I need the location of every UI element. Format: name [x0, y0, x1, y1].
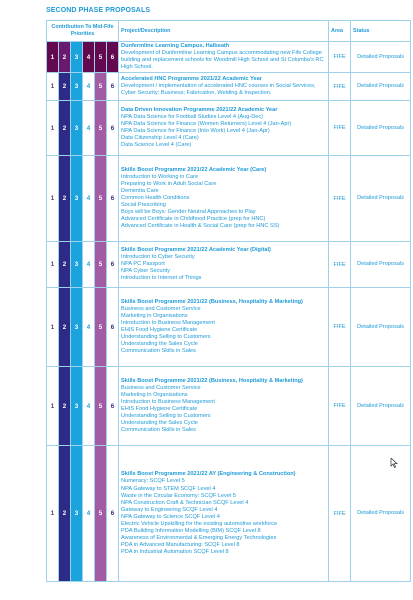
status-cell: Detailed Proposals: [351, 242, 411, 288]
status-cell: Detailed Proposals: [351, 367, 411, 446]
project-line: Numeracy: SCQF Level 5: [121, 478, 185, 485]
project-line: EHIS Food Hygiene Certificate: [121, 327, 198, 334]
area-cell: FIFE: [329, 101, 351, 156]
project-line: Introduction to Internet of Things: [121, 275, 202, 282]
priority-cell-6: 6: [107, 288, 119, 367]
area-cell: FIFE: [329, 367, 351, 446]
project-line: Data Science Level 4 (Care): [121, 142, 192, 149]
priority-cell-5: 5: [95, 73, 107, 101]
project-line: Introduction to Cyber Security: [121, 254, 195, 261]
area-cell: FIFE: [329, 288, 351, 367]
project-line: Understanding Selling to Customers: [121, 413, 211, 420]
project-line: Advanced Certificate in Health & Social Care (prep for HNC SS): [121, 223, 280, 230]
project-line: NPA Data Science for Football Studies Level 4 (Aug-Dec): [121, 114, 264, 121]
priority-cell-3: 3: [71, 242, 83, 288]
project-line: Social Prescribing: [121, 202, 166, 209]
project-line: Waste in the Circular Economy: SCQF Level 5: [121, 492, 236, 499]
status-cell: Detailed Proposals: [351, 42, 411, 73]
project-title: Skills Boost Programme 2021/22 Academic Year (Care): [121, 166, 267, 173]
priority-cell-5: 5: [95, 367, 107, 446]
priority-cell-6: 6: [107, 42, 119, 73]
project-description: [119, 288, 329, 367]
project-description: [119, 101, 329, 156]
priority-cell-4: 4: [83, 42, 95, 73]
project-line: NPA Gateway to STEM SCQF Level 4: [121, 485, 216, 492]
priority-cell-5: 5: [95, 101, 107, 156]
priority-cell-3: 3: [71, 73, 83, 101]
project-line: Understanding the Sales Cycle: [121, 341, 198, 348]
priority-cell-4: 4: [83, 446, 95, 582]
project-line: Preparing to Work in Adult Social Care: [121, 181, 217, 188]
project-line: PDA Building Information Modelling (BIM) SCQF Level 8: [121, 527, 261, 534]
area-header: Area: [329, 21, 351, 42]
priority-cell-1: 1: [47, 156, 59, 242]
priority-cell-2: 2: [59, 288, 71, 367]
proposal-row: [47, 242, 411, 288]
proposal-row: [47, 367, 411, 446]
project-line: Understanding the Sales Cycle: [121, 420, 198, 427]
priority-cell-5: 5: [95, 288, 107, 367]
priority-cell-6: 6: [107, 101, 119, 156]
project-line: Introduction to Business Management: [121, 320, 215, 327]
priority-cell-6: 6: [107, 446, 119, 582]
priority-cell-2: 2: [59, 42, 71, 73]
priority-cell-5: 5: [95, 446, 107, 582]
proposals-body: [47, 42, 411, 582]
project-line: NPA Gateway to Science SCQF Level 4: [121, 513, 220, 520]
project-description: [119, 446, 329, 582]
project-title: Skills Boost Programme 2021/22 (Business, Hospitality & Marketing): [121, 378, 303, 384]
mouse-cursor-icon: [390, 458, 398, 468]
priority-cell-1: 1: [47, 288, 59, 367]
project-line: EHIS Food Hygiene Certificate: [121, 406, 198, 413]
priority-cell-4: 4: [83, 101, 95, 156]
area-cell: FIFE: [329, 156, 351, 242]
project-description: [119, 42, 329, 73]
project-line: Awareness of Environmental & Emerging Energy Technologies: [121, 534, 277, 541]
project-line: NPA PC Passport: [121, 261, 165, 268]
project-description: [119, 367, 329, 446]
status-header: Status: [351, 21, 411, 42]
proposal-row: [47, 288, 411, 367]
area-cell: FIFE: [329, 42, 351, 73]
priority-cell-5: 5: [95, 42, 107, 73]
project-description: [119, 242, 329, 288]
priority-cell-2: 2: [59, 367, 71, 446]
proposals-table: [46, 20, 411, 582]
priority-cell-4: 4: [83, 156, 95, 242]
project-line: Advanced Certificate in Childhood Practice (prep for HNC): [121, 216, 266, 223]
project-line: Common Health Conditions: [121, 195, 190, 202]
priority-cell-3: 3: [71, 101, 83, 156]
priority-cell-1: 1: [47, 446, 59, 582]
priority-cell-6: 6: [107, 156, 119, 242]
status-cell: Detailed Proposals: [351, 73, 411, 101]
project-title: Skills Boost Programme 2021/22 AY (Engineering & Construction): [121, 471, 296, 478]
project-line: Electric Vehicle Upskilling for the existing automotive workforce: [121, 520, 278, 527]
status-cell: Detailed Proposals: [351, 101, 411, 156]
priority-cell-3: 3: [71, 288, 83, 367]
project-line: Development / implementation of accelerated HNC courses in Social Services; Cyber Security; Business; Fabrication, Welding & Inspection.: [121, 83, 316, 97]
project-line: Understanding Selling to Customers: [121, 334, 211, 341]
project-line: Gateway to Engineering SCQF Level 4: [121, 506, 218, 513]
priority-cell-3: 3: [71, 42, 83, 73]
project-line: PDA in Industrial Automation SCQF Level 8: [121, 548, 229, 555]
area-cell: FIFE: [329, 446, 351, 582]
project-title: Accelerated HNC Programme 2021/22 Academic Year: [121, 76, 262, 83]
priority-cell-4: 4: [83, 367, 95, 446]
priority-cell-1: 1: [47, 73, 59, 101]
project-line: Dementia Care: [121, 188, 159, 195]
project-line: NPA Data Science for Finance (Women Returners) Level 4 (Jan-Apr): [121, 121, 292, 128]
status-cell: Detailed Proposals: [351, 446, 411, 582]
project-header: Project/Description: [119, 21, 329, 42]
project-line: Business and Customer Service: [121, 306, 201, 313]
priority-cell-3: 3: [71, 156, 83, 242]
project-line: PDA in Advanced Manufacturing: SCQF Level 8: [121, 541, 240, 548]
priority-cell-2: 2: [59, 242, 71, 288]
area-cell: FIFE: [329, 73, 351, 101]
status-cell: Detailed Proposals: [351, 288, 411, 367]
priority-cell-4: 4: [83, 242, 95, 288]
project-title: Data Driven Innovation Programme 2021/22 Academic Year: [121, 107, 278, 114]
proposal-row: [47, 73, 411, 101]
proposal-row: [47, 156, 411, 242]
priority-cell-5: 5: [95, 156, 107, 242]
priority-cell-3: 3: [71, 367, 83, 446]
project-line: Marketing in Organisations: [121, 313, 188, 320]
priority-cell-2: 2: [59, 73, 71, 101]
project-line: NPA Cyber Security: [121, 268, 171, 275]
project-line: Communication Skills in Sales: [121, 427, 196, 434]
priority-cell-2: 2: [59, 156, 71, 242]
priority-cell-6: 6: [107, 367, 119, 446]
header-row: [47, 21, 411, 42]
project-line: Data Citizenship Level 4 (Care): [121, 135, 199, 142]
project-line: Communication Skills in Sales: [121, 348, 196, 355]
priority-cell-4: 4: [83, 73, 95, 101]
priority-cell-6: 6: [107, 242, 119, 288]
priority-cell-4: 4: [83, 288, 95, 367]
area-cell: FIFE: [329, 242, 351, 288]
project-title: Dunfermline Learning Campus, Halbeath: [121, 43, 230, 49]
proposal-row: [47, 42, 411, 73]
proposal-row: [47, 446, 411, 582]
priority-cell-3: 3: [71, 446, 83, 582]
project-line: Business and Customer Service: [121, 385, 201, 392]
priority-cell-2: 2: [59, 446, 71, 582]
project-line: NPA Data Science for Finance (Into Work) Level 4 (Jan-Apr): [121, 128, 270, 135]
priority-cell-1: 1: [47, 42, 59, 73]
project-line: Development of Dunfermline Learning Campus accommodating new Fife College building and replacement schools for Woodmill High School and St Columba's RC High School.: [121, 50, 324, 71]
status-cell: Detailed Proposals: [351, 156, 411, 242]
priority-cell-5: 5: [95, 242, 107, 288]
priority-cell-1: 1: [47, 242, 59, 288]
section-heading: SECOND PHASE PROPOSALS: [46, 7, 151, 14]
project-title: Skills Boost Programme 2021/22 Academic Year (Digital): [121, 247, 271, 254]
priority-cell-1: 1: [47, 367, 59, 446]
project-line: NPA Construction Craft & Technician SCQF Level 4: [121, 499, 249, 506]
project-line: Boys will be Boys: Gender Neutral Approaches to Play: [121, 209, 256, 216]
project-line: Introduction to Working in Care: [121, 174, 199, 181]
project-line: Marketing in Organisations: [121, 392, 188, 399]
priority-cell-1: 1: [47, 101, 59, 156]
project-description: [119, 156, 329, 242]
contribution-header: Contribution To Mid-Fife Priorities: [47, 21, 119, 42]
project-title: Skills Boost Programme 2021/22 (Business, Hospitality & Marketing): [121, 299, 303, 305]
project-description: [119, 73, 329, 101]
priority-cell-6: 6: [107, 73, 119, 101]
proposal-row: [47, 101, 411, 156]
project-line: Introduction to Business Management: [121, 399, 215, 406]
priority-cell-2: 2: [59, 101, 71, 156]
